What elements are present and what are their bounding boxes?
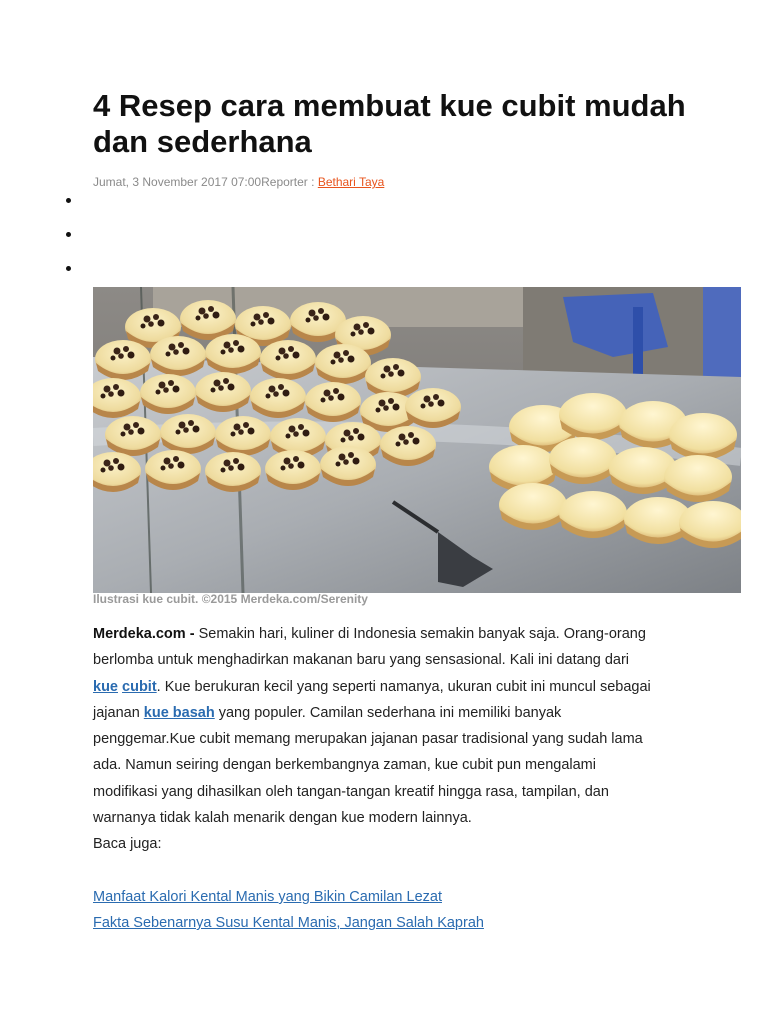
body-text-1: Semakin hari, kuliner di Indonesia semakin banyak saja. Orang-orang berlomba untuk menghadirkan makanan baru yang sensasional. Kali ini datang dari <box>93 626 646 669</box>
article-date: Jumat, 3 November 2017 07:00 <box>93 175 262 189</box>
article-meta <box>93 175 384 189</box>
article-body <box>93 621 658 857</box>
related-link[interactable]: Manfaat Kalori Kental Manis yang Bikin Camilan Lezat <box>93 889 442 905</box>
share-bullet-list <box>62 190 82 292</box>
tag-link-kue[interactable]: kue <box>93 678 118 695</box>
photo-illustration <box>93 287 741 593</box>
tag-link-cubit[interactable]: cubit <box>122 678 157 695</box>
bullet-item[interactable] <box>62 258 82 292</box>
source-name: Merdeka.com <box>93 626 186 642</box>
related-link[interactable]: Fakta Sebenarnya Susu Kental Manis, Jangan Salah Kaprah <box>93 915 484 931</box>
tag-link-kue-basah[interactable]: kue basah <box>143 704 215 721</box>
reporter-link[interactable]: Bethari Taya <box>317 175 385 189</box>
source-dash: - <box>185 626 199 642</box>
related-links <box>93 884 484 936</box>
reporter-label: Reporter : <box>261 175 318 189</box>
body-text-2: . Kue berukuran kecil yang seperti namanya, ukuran cubit ini muncul sebagai jajanan <box>93 678 651 721</box>
image-caption: Ilustrasi kue cubit. ©2015 Merdeka.com/Serenity <box>93 592 368 606</box>
bullet-item[interactable] <box>62 190 82 224</box>
article-title: 4 Resep cara membuat kue cubit mudah dan sederhana <box>93 88 686 159</box>
baca-juga-label: Baca juga: <box>93 836 162 853</box>
kue-cubit-photo <box>93 287 741 593</box>
bullet-item[interactable] <box>62 224 82 258</box>
article-paragraph <box>93 621 658 831</box>
body-text-3: yang populer. Camilan sederhana ini memiliki banyak penggemar.Kue cubit memang merupakan jajanan pasar tradisional yang sudah lama ada. Namun seiring dengan berkembangnya zaman, kue cubit pun mengalami modifikasi yang dihasilkan oleh tangan-tangan kreatif hingga rasa, tampilan, dan warnanya tidak kalah menarik dengan kue modern lainnya. <box>93 704 643 827</box>
